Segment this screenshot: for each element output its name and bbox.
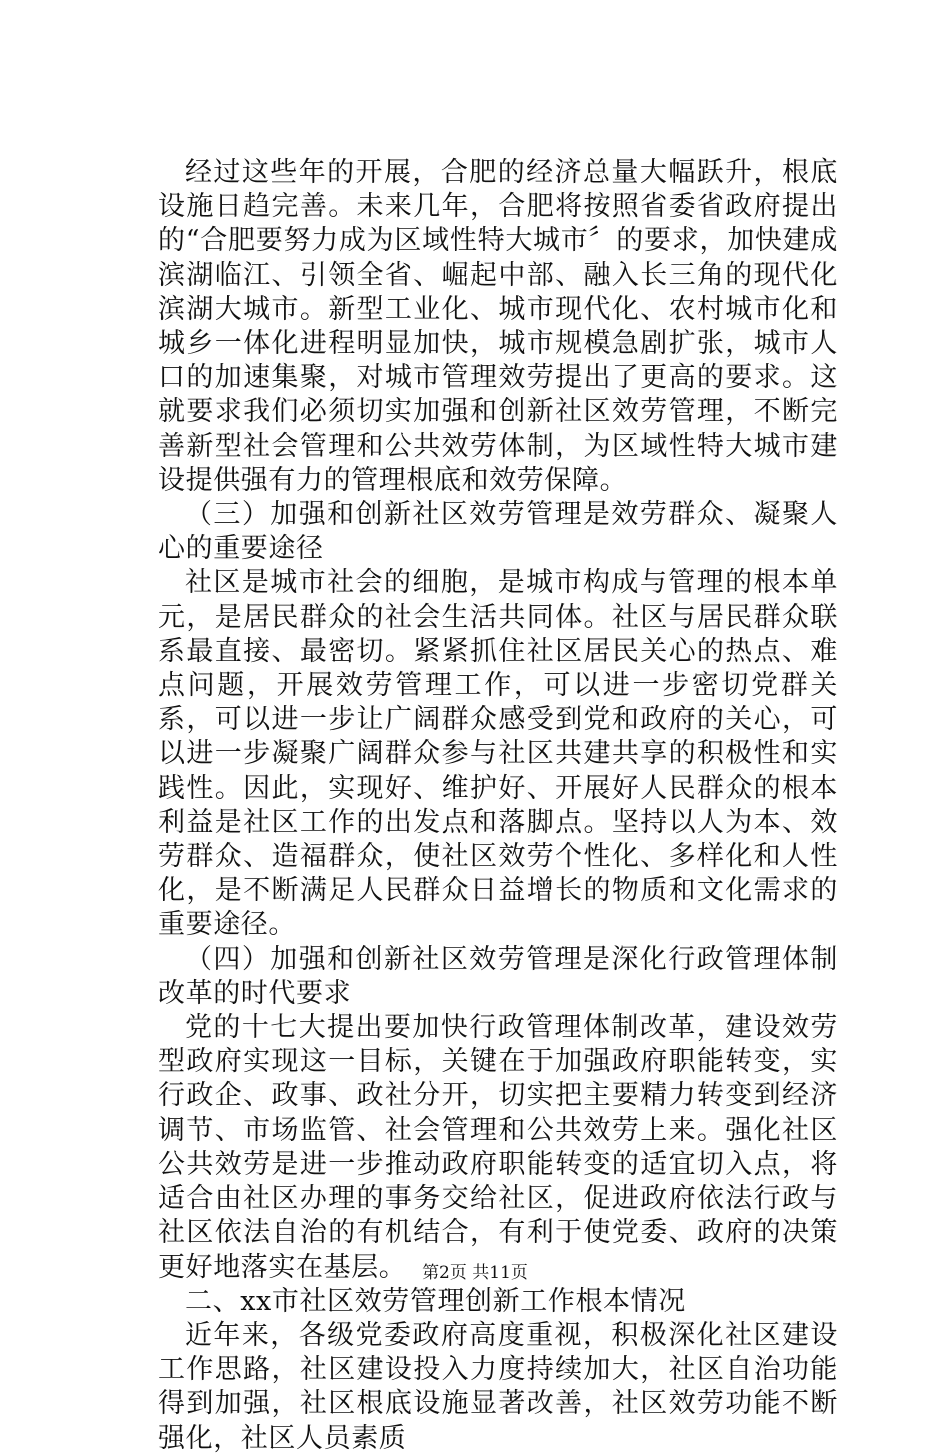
section-heading-two: 二、xx市社区效劳管理创新工作根本情况 bbox=[185, 1285, 686, 1317]
page-number-footer: 第2页 共11页 bbox=[422, 1263, 528, 1283]
paragraph-community-cells: 社区是城市社会的细胞，是城市构成与管理的根本单元，是居民群众的社会生活共同体。社区与居民群众联系最直接、最密切。紧紧抓住社区居民关心的热点、难点问题，开展效劳管理工作，可以进一步密切党群关系，可以进一步让广阔群众感受到党和政府的关心，可以进一步凝聚广阔群众参与社区共建共享的积极性和实践性。因此，实现好、维护好、开展好人民群众的根本利益是社区工作的出发点和落脚点。坚持以人为本、效劳群众、造福群众，使社区效劳个性化、多样化和人性化，是不断满足人民群众日益增长的物质和文化需求的重要途径。 bbox=[158, 567, 838, 941]
paragraph-administrative-reform: 党的十七大提出要加快行政管理体制改革，建设效劳型政府实现这一目标，关键在于加强政府职能转变，实行政企、政事、政社分开，切实把主要精力转变到经济调节、市场监管、社会管理和公共效劳上来。强化社区公共效劳是进一步推动政府职能转变的适宜切入点，将适合由社区办理的事务交给社区，促进政府依法行政与社区依法自治的有机结合，有利于使党委、政府的决策更好地落实在基层。 bbox=[158, 1012, 838, 1283]
section-heading-four: （四）加强和创新社区效劳管理是深化行政管理体制改革的时代要求 bbox=[158, 943, 838, 1009]
paragraph-development-overview: 经过这些年的开展，合肥的经济总量大幅跃升，根底设施日趋完善。未来几年，合肥将按照省委省政府提出的“合肥要努力成为区域性特大城市〞的要求，加快建成滨湖临江、引领全省、崛起中部、融入长三角的现代化滨湖大城市。新型工业化、城市现代化、农村城市化和城乡一体化进程明显加快，城市规模急剧扩张，城市人口的加速集聚，对城市管理效劳提出了更高的要求。这就要求我们必须切实加强和创新社区效劳管理，不断完善新型社会管理和公共效劳体制，为区域性特大城市建设提供强有力的管理根底和效劳保障。 bbox=[158, 157, 838, 496]
paragraph-recent-years: 近年来，各级党委政府高度重视，积极深化社区建设工作思路，社区建设投入力度持续加大，社区自治功能得到加强，社区根底设施显著改善，社区效劳功能不断强化，社区人员素质 bbox=[158, 1319, 838, 1454]
section-heading-three: （三）加强和创新社区效劳管理是效劳群众、凝聚人心的重要途径 bbox=[158, 499, 838, 565]
